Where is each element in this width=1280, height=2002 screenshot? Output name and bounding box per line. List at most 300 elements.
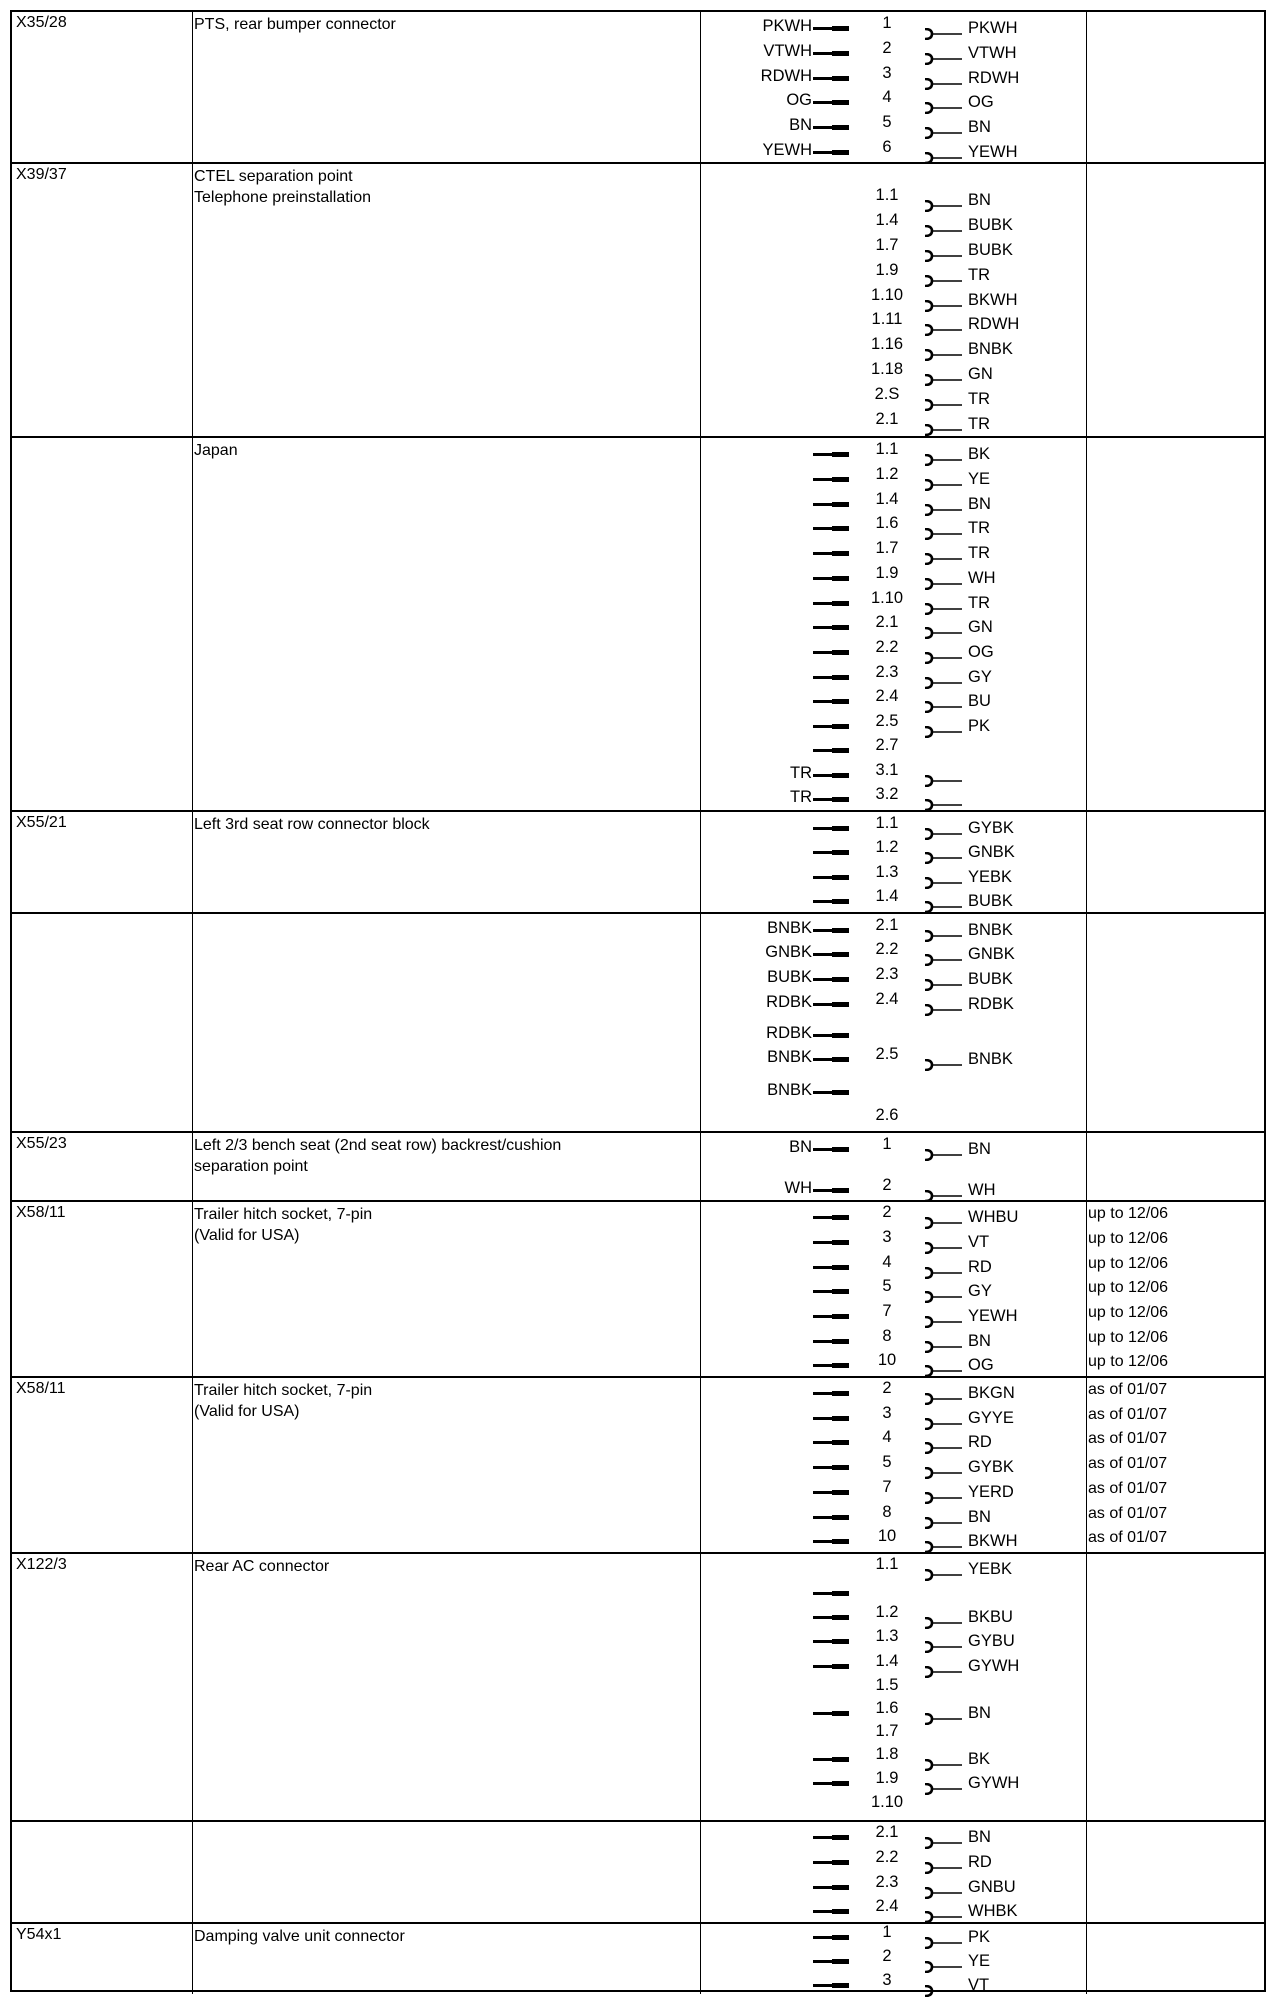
plug-pin-icon xyxy=(813,126,849,129)
plug-pin-icon xyxy=(813,876,849,879)
pin-number: 3.1 xyxy=(875,761,899,779)
wire-color-right: BK xyxy=(968,445,991,463)
pin-number: 1.3 xyxy=(875,1627,899,1645)
pin-row xyxy=(12,387,1264,407)
pin-row xyxy=(12,787,1264,807)
wire-color-right: BN xyxy=(968,1140,991,1158)
pin-number: 1.16 xyxy=(870,335,904,353)
socket-icon xyxy=(924,125,964,135)
plug-pin-icon xyxy=(813,1984,849,1987)
wire-color-right: BN xyxy=(968,118,991,136)
connector-description: Trailer hitch socket, 7-pin (Valid for USA) xyxy=(194,1382,373,1420)
wire-color-right: BU xyxy=(968,692,991,710)
wire-color-right: GNBK xyxy=(968,945,1015,963)
connector-id: X122/3 xyxy=(16,1556,67,1573)
pin-row xyxy=(12,1899,1264,1919)
pin-number: 1.2 xyxy=(875,465,899,483)
wire-color-right: VTWH xyxy=(968,44,1017,62)
connector-section xyxy=(12,914,1264,1133)
connector-description: PTS, rear bumper connector xyxy=(194,16,396,33)
plug-pin-icon xyxy=(813,151,849,154)
pin-row xyxy=(12,1678,1264,1698)
wire-color-right: RDWH xyxy=(968,69,1020,87)
wire-color-right: YEWH xyxy=(968,143,1018,161)
plug-pin-icon xyxy=(813,1034,849,1037)
socket-icon xyxy=(924,551,964,561)
pin-row xyxy=(12,1701,1264,1721)
pin-number: 1.18 xyxy=(870,360,904,378)
wire-color-right: GY xyxy=(968,1282,992,1300)
pin-row xyxy=(12,1771,1264,1791)
wire-color-right: GYWH xyxy=(968,1774,1020,1792)
validity-note: up to 12/06 xyxy=(1088,1255,1169,1272)
pin-row xyxy=(12,1023,1264,1043)
socket-icon xyxy=(924,100,964,110)
validity-note: up to 12/06 xyxy=(1088,1329,1169,1346)
socket-icon xyxy=(924,1515,964,1525)
pin-number: 3.2 xyxy=(875,785,899,803)
socket-icon xyxy=(924,773,964,783)
socket-icon xyxy=(924,150,964,160)
wire-color-right: WH xyxy=(968,569,996,587)
plug-pin-icon xyxy=(813,77,849,80)
wire-color-right: BKBU xyxy=(968,1608,1013,1626)
pin-number: 2.2 xyxy=(875,940,899,958)
pin-row xyxy=(12,238,1264,258)
wire-color-right: RDBK xyxy=(968,995,1014,1013)
pin-row xyxy=(12,1279,1264,1299)
plug-pin-icon xyxy=(813,798,849,801)
socket-icon xyxy=(924,675,964,685)
socket-icon xyxy=(924,1935,964,1945)
wire-color-right: BN xyxy=(968,495,991,513)
pin-row xyxy=(12,1304,1264,1324)
pin-number: 1.8 xyxy=(875,1745,899,1763)
plug-pin-icon xyxy=(813,1910,849,1913)
pin-row xyxy=(12,412,1264,432)
pin-number: 3 xyxy=(882,1404,892,1422)
pin-row xyxy=(12,140,1264,160)
pin-number: 1.10 xyxy=(870,286,904,304)
wire-color-right: BUBK xyxy=(968,216,1013,234)
socket-icon xyxy=(924,1265,964,1275)
connector-description: Damping valve unit connector xyxy=(194,1928,405,1945)
plug-pin-icon xyxy=(813,577,849,580)
pin-row xyxy=(12,1480,1264,1500)
wire-color-right: YE xyxy=(968,470,991,488)
socket-icon xyxy=(924,601,964,611)
validity-note: as of 01/07 xyxy=(1088,1430,1168,1447)
pin-number: 1.1 xyxy=(875,814,899,832)
wire-color-right: RDWH xyxy=(968,315,1020,333)
validity-note: up to 12/06 xyxy=(1088,1353,1169,1370)
socket-icon xyxy=(924,502,964,512)
plug-pin-icon xyxy=(813,1266,849,1269)
wire-color-right: BNBK xyxy=(968,1050,1013,1068)
wire-color-right: GN xyxy=(968,365,993,383)
wire-color-left: BNBK xyxy=(767,1081,812,1099)
socket-icon xyxy=(924,850,964,860)
socket-icon xyxy=(924,1539,964,1549)
wire-color-right: BKGN xyxy=(968,1384,1015,1402)
wire-color-left: WH xyxy=(784,1179,812,1197)
pin-row xyxy=(12,816,1264,836)
wire-color-right: BUBK xyxy=(968,241,1013,259)
connector-section xyxy=(12,1822,1264,1924)
plug-pin-icon xyxy=(813,1836,849,1839)
socket-icon xyxy=(924,1147,964,1157)
socket-icon xyxy=(924,397,964,407)
pin-number: 1.10 xyxy=(870,589,904,607)
plug-pin-icon xyxy=(813,1886,849,1889)
pin-number: 7 xyxy=(882,1302,892,1320)
plug-pin-icon xyxy=(813,1516,849,1519)
pin-number: 2.7 xyxy=(875,736,899,754)
pin-row xyxy=(12,1230,1264,1250)
pin-number: 2.1 xyxy=(875,613,899,631)
socket-icon xyxy=(924,1188,964,1198)
plug-pin-icon xyxy=(813,1091,849,1094)
pin-row xyxy=(12,115,1264,135)
plug-pin-icon xyxy=(813,1466,849,1469)
wire-color-right: BKWH xyxy=(968,291,1018,309)
pin-number: 2.1 xyxy=(875,916,899,934)
wire-color-right: YEBK xyxy=(968,868,1013,886)
wire-color-right: BN xyxy=(968,1828,991,1846)
validity-note: as of 01/07 xyxy=(1088,1381,1168,1398)
pin-row xyxy=(12,1329,1264,1349)
wire-color-left: BNBK xyxy=(767,919,812,937)
pin-row xyxy=(12,1178,1264,1198)
wire-color-right: TR xyxy=(968,266,990,284)
pin-number: 3 xyxy=(882,1971,892,1989)
plug-pin-icon xyxy=(813,749,849,752)
socket-icon xyxy=(924,1002,964,1012)
socket-icon xyxy=(924,51,964,61)
validity-note: as of 01/07 xyxy=(1088,1505,1168,1522)
connector-id: Y54x1 xyxy=(16,1926,62,1943)
pin-number: 2.1 xyxy=(875,410,899,428)
plug-pin-icon xyxy=(813,27,849,30)
plug-pin-icon xyxy=(813,1290,849,1293)
pin-row xyxy=(12,1406,1264,1426)
wire-color-left: RDBK xyxy=(766,1024,812,1042)
plug-pin-icon xyxy=(813,1216,849,1219)
pin-number: 5 xyxy=(882,1453,892,1471)
socket-icon xyxy=(924,372,964,382)
connector-section xyxy=(12,812,1264,914)
wire-color-right: GYBK xyxy=(968,1458,1014,1476)
wire-color-right: PK xyxy=(968,1928,991,1946)
pin-row xyxy=(12,1949,1264,1969)
socket-icon xyxy=(924,1314,964,1324)
pin-row xyxy=(12,1108,1264,1128)
socket-icon xyxy=(924,1289,964,1299)
pin-number: 5 xyxy=(882,113,892,131)
plug-pin-icon xyxy=(813,1003,849,1006)
plug-pin-icon xyxy=(813,953,849,956)
wire-color-right: TR xyxy=(968,594,990,612)
socket-icon xyxy=(924,1339,964,1349)
validity-note: up to 12/06 xyxy=(1088,1230,1169,1247)
wire-color-right: BNBK xyxy=(968,921,1013,939)
connector-section xyxy=(12,1378,1264,1554)
wire-color-left: TR xyxy=(790,788,812,806)
socket-icon xyxy=(924,1416,964,1426)
pin-row xyxy=(12,467,1264,487)
socket-icon xyxy=(924,650,964,660)
wire-color-right: BN xyxy=(968,1704,991,1722)
socket-icon xyxy=(924,1465,964,1475)
plug-pin-icon xyxy=(813,52,849,55)
connector-section xyxy=(12,164,1264,438)
pin-row xyxy=(12,640,1264,660)
pin-row xyxy=(12,889,1264,909)
pin-row xyxy=(12,1875,1264,1895)
pin-number: 2.1 xyxy=(875,1823,899,1841)
pin-row xyxy=(12,1724,1264,1744)
pin-row xyxy=(12,738,1264,758)
connector-id: X55/23 xyxy=(16,1135,67,1152)
socket-icon xyxy=(924,1363,964,1373)
socket-icon xyxy=(924,1909,964,1919)
pin-row xyxy=(12,1137,1264,1157)
wire-color-left: PKWH xyxy=(762,17,812,35)
socket-icon xyxy=(924,1860,964,1870)
socket-icon xyxy=(924,952,964,962)
pin-number: 8 xyxy=(882,1327,892,1345)
pin-number: 2.4 xyxy=(875,990,899,1008)
wire-color-right: YERD xyxy=(968,1483,1014,1501)
pin-number: 1.10 xyxy=(870,1793,904,1811)
socket-icon xyxy=(924,198,964,208)
pin-row xyxy=(12,1205,1264,1225)
wire-color-right: TR xyxy=(968,544,990,562)
validity-note: up to 12/06 xyxy=(1088,1279,1169,1296)
pin-row xyxy=(12,1850,1264,1870)
wire-color-right: GY xyxy=(968,668,992,686)
wire-color-right: YEBK xyxy=(968,1560,1013,1578)
pin-number: 1.9 xyxy=(875,1769,899,1787)
socket-icon xyxy=(924,1781,964,1791)
wire-color-right: GYBK xyxy=(968,819,1014,837)
wire-color-right: OG xyxy=(968,93,994,111)
pin-number: 2.6 xyxy=(875,1106,899,1124)
pin-row xyxy=(12,1795,1264,1815)
socket-icon xyxy=(924,797,964,807)
plug-pin-icon xyxy=(813,1241,849,1244)
socket-icon xyxy=(924,1885,964,1895)
socket-icon xyxy=(924,1711,964,1721)
socket-icon xyxy=(924,1240,964,1250)
socket-icon xyxy=(924,76,964,86)
validity-note: as of 01/07 xyxy=(1088,1529,1168,1546)
validity-note: as of 01/07 xyxy=(1088,1455,1168,1472)
pin-number: 10 xyxy=(877,1527,897,1545)
plug-pin-icon xyxy=(813,1758,849,1761)
pin-number: 1.4 xyxy=(875,1652,899,1670)
wire-color-left: TR xyxy=(790,764,812,782)
pin-row xyxy=(12,337,1264,357)
pin-row xyxy=(12,1557,1264,1577)
wire-color-right: GNBU xyxy=(968,1878,1016,1896)
socket-icon xyxy=(924,875,964,885)
socket-icon xyxy=(924,1057,964,1067)
pin-number: 1 xyxy=(882,14,892,32)
pin-row xyxy=(12,288,1264,308)
pin-row xyxy=(12,263,1264,283)
plug-pin-icon xyxy=(813,978,849,981)
wire-color-right: TR xyxy=(968,415,990,433)
pin-number: 1.2 xyxy=(875,1603,899,1621)
wire-color-left: GNBK xyxy=(765,943,812,961)
pin-row xyxy=(12,312,1264,332)
plug-pin-icon xyxy=(813,851,849,854)
pin-row xyxy=(12,665,1264,685)
pin-number: 1.4 xyxy=(875,211,899,229)
socket-icon xyxy=(924,1757,964,1767)
plug-pin-icon xyxy=(813,1960,849,1963)
wire-color-left: RDWH xyxy=(760,67,812,85)
pin-row xyxy=(12,1654,1264,1674)
plug-pin-icon xyxy=(813,1665,849,1668)
pin-number: 1.5 xyxy=(875,1676,899,1694)
pin-row xyxy=(12,918,1264,938)
wire-color-right: GN xyxy=(968,618,993,636)
pin-row xyxy=(12,1825,1264,1845)
pin-number: 2 xyxy=(882,39,892,57)
socket-icon xyxy=(924,1615,964,1625)
pin-number: 5 xyxy=(882,1277,892,1295)
plug-pin-icon xyxy=(813,1592,849,1595)
pin-number: 1.7 xyxy=(875,236,899,254)
pin-number: 2.2 xyxy=(875,1848,899,1866)
wire-color-right: PK xyxy=(968,717,991,735)
pin-row xyxy=(12,1581,1264,1601)
pin-row xyxy=(12,362,1264,382)
plug-pin-icon xyxy=(813,1058,849,1061)
pin-number: 2.5 xyxy=(875,712,899,730)
socket-icon xyxy=(924,322,964,332)
plug-pin-icon xyxy=(813,651,849,654)
socket-icon xyxy=(924,826,964,836)
socket-icon xyxy=(924,1215,964,1225)
pin-row xyxy=(12,492,1264,512)
socket-icon xyxy=(924,248,964,258)
wire-color-right: YEWH xyxy=(968,1307,1018,1325)
pin-row xyxy=(12,1505,1264,1525)
connector-description: CTEL separation point Telephone preinstallation xyxy=(194,168,372,206)
connector-section xyxy=(12,438,1264,812)
pin-row xyxy=(12,1455,1264,1475)
pin-number: 2.4 xyxy=(875,1897,899,1915)
connector-section xyxy=(12,1924,1264,1994)
pin-number: 2.3 xyxy=(875,1873,899,1891)
plug-pin-icon xyxy=(813,626,849,629)
pin-number: 6 xyxy=(882,138,892,156)
pin-number: 4 xyxy=(882,1253,892,1271)
socket-icon xyxy=(924,1664,964,1674)
socket-icon xyxy=(924,26,964,36)
wire-color-left: BUBK xyxy=(767,968,812,986)
pin-row xyxy=(12,992,1264,1012)
pin-number: 8 xyxy=(882,1503,892,1521)
plug-pin-icon xyxy=(813,1189,849,1192)
pin-number: 1.1 xyxy=(875,186,899,204)
socket-icon xyxy=(924,1391,964,1401)
socket-icon xyxy=(924,576,964,586)
pin-number: 1.4 xyxy=(875,887,899,905)
pin-number: 2 xyxy=(882,1176,892,1194)
connector-id: X39/37 xyxy=(16,166,67,183)
wire-color-right: GYYE xyxy=(968,1409,1014,1427)
pin-number: 1.1 xyxy=(875,440,899,458)
plug-pin-icon xyxy=(813,1417,849,1420)
plug-pin-icon xyxy=(813,602,849,605)
plug-pin-icon xyxy=(813,929,849,932)
wire-color-right: BUBK xyxy=(968,892,1013,910)
socket-icon xyxy=(924,928,964,938)
connector-section xyxy=(12,1554,1264,1822)
plug-pin-icon xyxy=(813,1540,849,1543)
connector-section xyxy=(12,1202,1264,1378)
pin-row xyxy=(12,763,1264,783)
socket-icon xyxy=(924,699,964,709)
pin-row xyxy=(12,967,1264,987)
pin-number: 2.2 xyxy=(875,638,899,656)
plug-pin-icon xyxy=(813,1148,849,1151)
socket-icon xyxy=(924,298,964,308)
wire-color-left: BNBK xyxy=(767,1048,812,1066)
pin-row xyxy=(12,1080,1264,1100)
pin-row xyxy=(12,188,1264,208)
pin-number: 1.1 xyxy=(875,1555,899,1573)
pin-number: 3 xyxy=(882,64,892,82)
pin-row xyxy=(12,591,1264,611)
plug-pin-icon xyxy=(813,827,849,830)
pin-row xyxy=(12,516,1264,536)
plug-pin-icon xyxy=(813,1491,849,1494)
socket-icon xyxy=(924,1639,964,1649)
pin-number: 1.4 xyxy=(875,490,899,508)
plug-pin-icon xyxy=(813,453,849,456)
pin-row xyxy=(12,942,1264,962)
pin-number: 1.9 xyxy=(875,261,899,279)
pin-number: 2.5 xyxy=(875,1045,899,1063)
pin-row xyxy=(12,90,1264,110)
connector-id: X55/21 xyxy=(16,814,67,831)
wire-color-right: RD xyxy=(968,1853,992,1871)
plug-pin-icon xyxy=(813,478,849,481)
plug-pin-icon xyxy=(813,1392,849,1395)
plug-pin-icon xyxy=(813,1936,849,1939)
wire-color-right: GYWH xyxy=(968,1657,1020,1675)
pin-number: 1 xyxy=(882,1923,892,1941)
wire-color-left: VTWH xyxy=(763,42,812,60)
wire-color-left: YEWH xyxy=(762,141,812,159)
socket-icon xyxy=(924,223,964,233)
wire-color-right: RD xyxy=(968,1258,992,1276)
pin-number: 1.3 xyxy=(875,863,899,881)
wire-color-right: GYBU xyxy=(968,1632,1015,1650)
plug-pin-icon xyxy=(813,552,849,555)
pin-number: 2 xyxy=(882,1379,892,1397)
plug-pin-icon xyxy=(813,900,849,903)
pin-row xyxy=(12,1353,1264,1373)
plug-pin-icon xyxy=(813,1861,849,1864)
pin-row xyxy=(12,66,1264,86)
pin-row xyxy=(12,615,1264,635)
